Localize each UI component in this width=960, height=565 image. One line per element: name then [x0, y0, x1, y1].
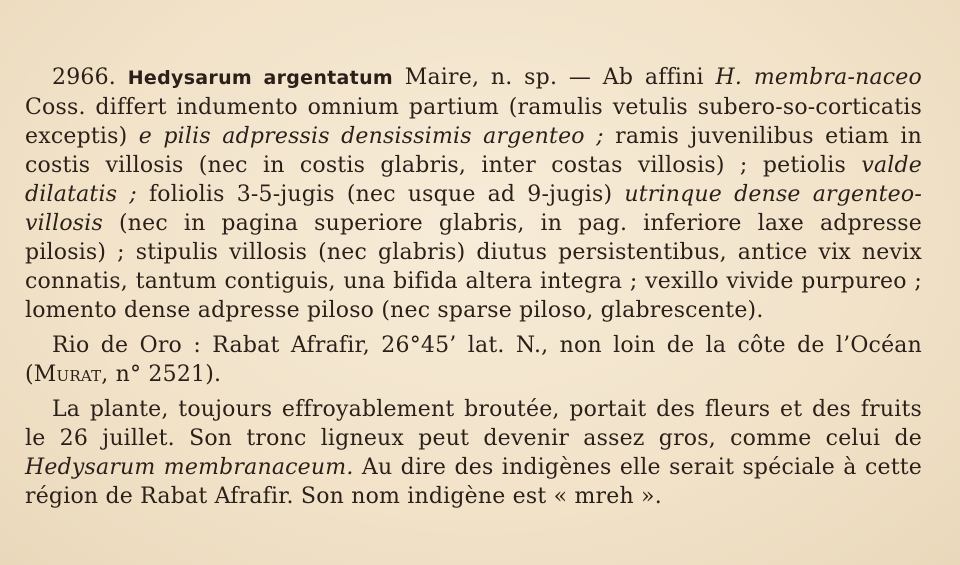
description-italic-3: utrinque dense argenteo-villosis: [25, 182, 922, 236]
collection-ref: , n° 2521).: [101, 362, 222, 387]
notes-paragraph: [25, 395, 922, 511]
species-description: [25, 63, 922, 325]
locality-paragraph: [25, 331, 922, 389]
description-part-1: Coss. differt indumento omnium partium (ramulis vetulis subero-so-corticatis exceptis): [25, 95, 922, 149]
document-page: [25, 63, 922, 511]
locality-text: Rio de Oro : Rabat Afrafir, 26°45’ lat. N., non loin de la côte de l’Océan (: [25, 333, 922, 387]
species-name: Hedysarum argentatum: [127, 67, 393, 89]
description-part-3: foliolis 3-5-jugis (nec usque ad 9-jugis): [148, 182, 613, 207]
description-part-4: (nec in pagina superiore glabris, in pag. inferiore laxe adpresse pilosis) ; stipulis villosis (nec glabris) diutus persistentibus, antice vix nevix connatis, tantum contiguis, una bifida altera integra ; vexillo vivide purpureo ; lomento dense adpresse piloso (nec sparse piloso, glabrescente).: [25, 211, 922, 323]
notes-part-1: La plante, toujours effroyablement broutée, portait des fleurs et des fruits le 26 juillet. Son tronc ligneux peut devenir assez gros, comme celui de: [25, 397, 922, 451]
collector-name: Murat: [33, 362, 102, 387]
author-text: Maire, n. sp. — Ab affini: [404, 65, 704, 90]
related-species: H. membra-naceo: [715, 65, 922, 90]
description-italic-1: e pilis adpressis densissimis argenteo ;: [138, 124, 604, 149]
notes-italic: Hedysarum membranaceum.: [25, 455, 354, 480]
entry-number: 2966.: [52, 65, 116, 90]
description-part-2: ramis juvenilibus etiam in costis villosis (nec in costis glabris, inter costas villosis) ; petiolis: [25, 124, 923, 178]
description-italic-2: valde dilatatis ;: [25, 153, 922, 207]
notes-part-2: Au dire des indigènes elle serait spéciale à cette région de Rabat Afrafir. Son nom indigène est « mreh ».: [25, 455, 923, 509]
